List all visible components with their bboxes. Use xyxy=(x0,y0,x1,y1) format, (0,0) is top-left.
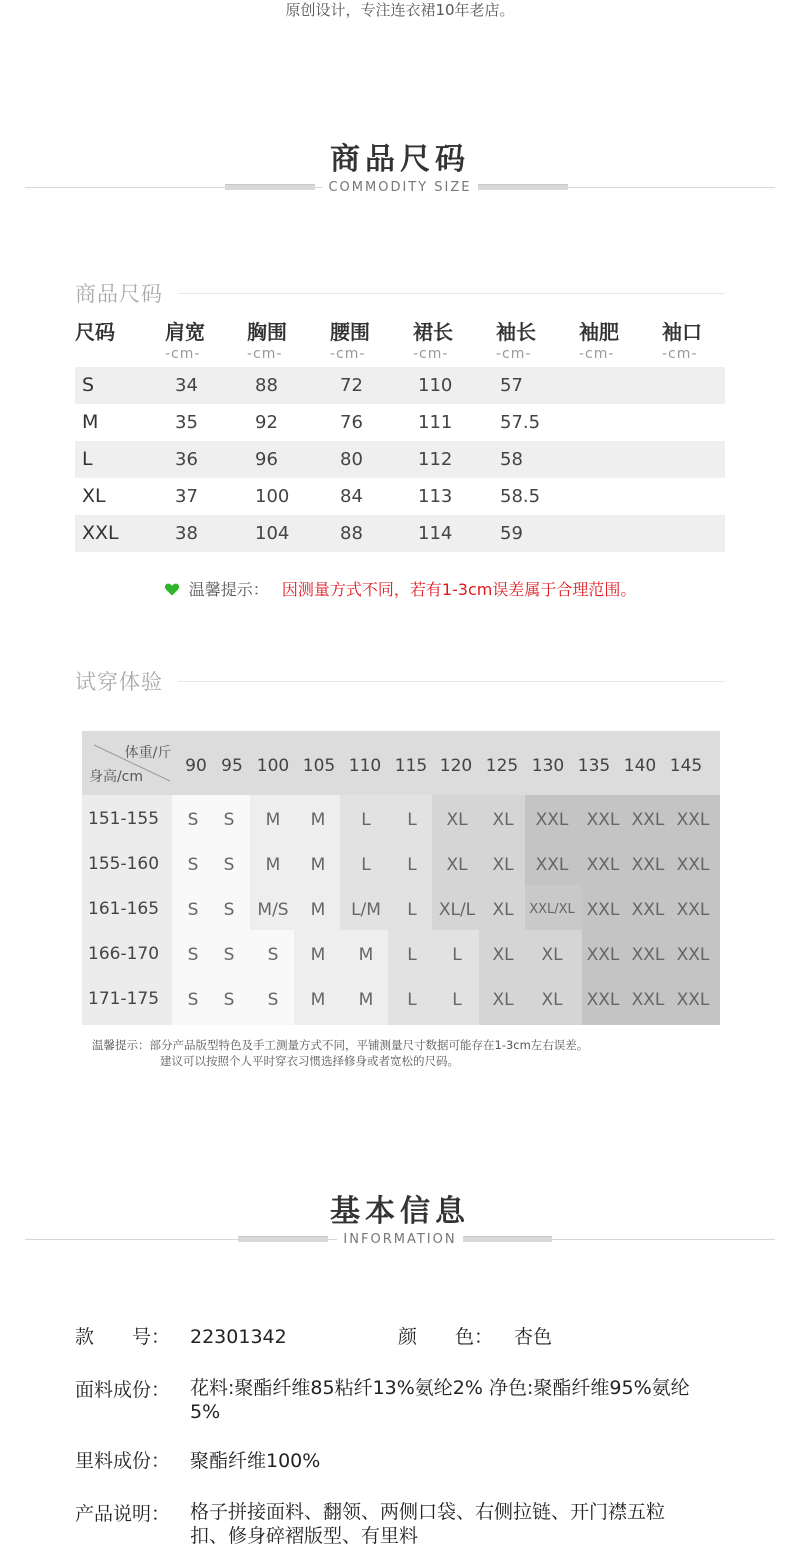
fit-size-value: L xyxy=(452,990,462,1010)
size-row xyxy=(75,441,725,478)
fit-size-value: S xyxy=(187,945,199,965)
fit-size-value: S xyxy=(223,900,235,920)
weight-header: 120 xyxy=(439,756,473,776)
cell-size: XXL xyxy=(82,522,119,544)
unit-label: -cm- xyxy=(330,346,366,362)
fit-size-value: XXL xyxy=(676,945,710,965)
cell-waist: 84 xyxy=(340,486,363,507)
lining-value: 聚酯纤维100% xyxy=(190,1450,321,1472)
unit-label: -cm- xyxy=(247,346,283,362)
cell-shoulder: 35 xyxy=(175,412,198,433)
cell-shoulder: 36 xyxy=(175,449,198,470)
cell-length: 110 xyxy=(418,375,453,396)
header-cuff: 袖口 xyxy=(662,320,702,344)
cell-sleeve-length: 57.5 xyxy=(500,412,541,433)
fit-size-value: S xyxy=(223,855,235,875)
cell-sleeve-length: 58.5 xyxy=(500,486,541,507)
fabric-value-line2: 5% xyxy=(190,1401,221,1423)
fit-size-value: S xyxy=(267,990,279,1010)
fit-size-value: XL xyxy=(446,855,468,875)
fit-size-value: L xyxy=(407,855,417,875)
fit-size-value: XL xyxy=(492,855,514,875)
info-section-subtitle: INFORMATION xyxy=(0,1232,800,1248)
cell-waist: 88 xyxy=(340,523,363,544)
weight-header: 105 xyxy=(302,756,336,776)
fit-size-value: L xyxy=(361,810,371,830)
label-rule xyxy=(178,293,725,294)
cell-waist: 72 xyxy=(340,375,363,396)
fit-size-value: L/M xyxy=(351,900,381,920)
size-row xyxy=(75,367,725,404)
fit-size-value: L xyxy=(361,855,371,875)
fit-size-value: XL/L xyxy=(438,900,476,920)
fit-size-value: M xyxy=(310,900,326,920)
corner-height-label: 身高/cm xyxy=(88,769,144,785)
fit-size-value: M xyxy=(310,945,326,965)
height-label: 161-165 xyxy=(88,899,160,919)
corner-weight-label: 体重/斤 xyxy=(124,745,172,761)
size-row xyxy=(75,515,725,552)
fit-size-value: S xyxy=(187,900,199,920)
unit-label: -cm- xyxy=(662,346,698,362)
cell-size: L xyxy=(82,448,93,470)
fit-size-value: S xyxy=(223,810,235,830)
fit-size-value: XXL xyxy=(535,810,569,830)
cell-shoulder: 34 xyxy=(175,375,198,396)
cell-sleeve-length: 58 xyxy=(500,449,523,470)
cell-size: M xyxy=(82,411,99,433)
cell-bust: 100 xyxy=(255,486,290,507)
unit-label: -cm- xyxy=(165,346,201,362)
fit-size-value: S xyxy=(223,945,235,965)
label-rule xyxy=(178,681,725,682)
tip-text: 因测量方式不同，若有1-3cm误差属于合理范围。 xyxy=(281,580,637,599)
fit-size-value: XXL xyxy=(631,945,665,965)
fitting-label: 试穿体验 xyxy=(75,670,163,694)
fit-size-value: XXL xyxy=(631,810,665,830)
fit-size-value: XL xyxy=(492,810,514,830)
fit-size-value: M/S xyxy=(257,900,289,920)
fit-size-value: XXL xyxy=(676,900,710,920)
fit-size-value: XXL xyxy=(676,990,710,1010)
unit-label: -cm- xyxy=(413,346,449,362)
weight-header: 125 xyxy=(485,756,519,776)
header-length: 裙长 xyxy=(413,320,453,344)
tip-label: 温馨提示： xyxy=(188,580,269,599)
lining-label: 里料成份： xyxy=(75,1450,171,1472)
fit-size-value: S xyxy=(267,945,279,965)
cell-length: 111 xyxy=(418,412,453,433)
cell-sleeve-length: 57 xyxy=(500,375,523,396)
fabric-value-line1: 花料:聚酯纤维85粘纤13%氨纶2% 净色:聚酯纤维95%氨纶 xyxy=(190,1377,690,1399)
weight-header: 95 xyxy=(221,756,243,776)
size-section-subtitle: COMMODITY SIZE xyxy=(0,180,800,196)
height-label: 155-160 xyxy=(88,854,160,874)
fit-size-value: S xyxy=(187,855,199,875)
fitting-note xyxy=(92,1037,588,1053)
fit-size-value: M xyxy=(310,810,326,830)
style-number-value: 22301342 xyxy=(190,1326,287,1348)
size-table-label: 商品尺码 xyxy=(75,282,163,306)
color-label: 颜 色： xyxy=(398,1326,494,1348)
size-table-header xyxy=(75,318,725,368)
fabric-label: 面料成份： xyxy=(75,1379,171,1401)
cell-bust: 88 xyxy=(255,375,278,396)
fit-size-value: L xyxy=(452,945,462,965)
unit-label: -cm- xyxy=(496,346,532,362)
fitting-grid xyxy=(82,731,720,1025)
fit-size-value: M xyxy=(310,990,326,1010)
weight-header: 115 xyxy=(394,756,428,776)
height-label: 171-175 xyxy=(88,989,160,1009)
weight-header: 135 xyxy=(577,756,611,776)
fit-size-value: L xyxy=(407,990,417,1010)
header-size: 尺码 xyxy=(75,320,115,344)
weight-header: 90 xyxy=(185,756,207,776)
heart-icon xyxy=(164,581,180,597)
description-line1: 格子拼接面料、翻领、两侧口袋、右侧拉链、开门襟五粒 xyxy=(190,1501,666,1523)
header-shoulder: 肩宽 xyxy=(165,320,205,344)
fit-size-value: XXL xyxy=(586,945,620,965)
fit-size-value: XXL xyxy=(631,990,665,1010)
description-line2: 扣、修身碎褶版型、有里料 xyxy=(190,1525,419,1547)
cell-size: XL xyxy=(82,485,106,507)
cell-bust: 92 xyxy=(255,412,278,433)
fit-size-value: XXL xyxy=(586,990,620,1010)
measurement-tip xyxy=(0,578,800,602)
cell-waist: 76 xyxy=(340,412,363,433)
fit-size-value: XXL/XL xyxy=(529,902,575,917)
cell-sleeve-length: 59 xyxy=(500,523,523,544)
header-sleeve-length: 袖长 xyxy=(496,320,536,344)
fit-size-value: S xyxy=(187,810,199,830)
fitting-note-label: 温馨提示： xyxy=(92,1038,150,1052)
fitting-note-line1: 部分产品版型特色及手工测量方式不同，平铺测量尺寸数据可能存在1-3cm左右误差。 xyxy=(149,1038,589,1052)
fit-size-value: M xyxy=(265,855,281,875)
weight-header: 140 xyxy=(623,756,657,776)
style-number-label: 款 号： xyxy=(75,1326,171,1348)
fit-size-value: XXL xyxy=(535,855,569,875)
fit-size-value: S xyxy=(223,990,235,1010)
cell-size: S xyxy=(82,374,95,396)
fit-size-value: M xyxy=(358,945,374,965)
fit-size-value: XXL xyxy=(631,855,665,875)
weight-header: 100 xyxy=(256,756,290,776)
fit-size-value: L xyxy=(407,810,417,830)
fit-size-value: M xyxy=(265,810,281,830)
description-label: 产品说明： xyxy=(75,1503,171,1525)
fit-size-value: XL xyxy=(541,990,563,1010)
cell-bust: 104 xyxy=(255,523,290,544)
fit-size-value: XXL xyxy=(586,810,620,830)
weight-header: 130 xyxy=(531,756,565,776)
weight-header: 145 xyxy=(669,756,703,776)
fit-size-value: XXL xyxy=(586,855,620,875)
shop-tagline: 原创设计，专注连衣裙10年老店。 xyxy=(285,1,515,19)
cell-shoulder: 38 xyxy=(175,523,198,544)
height-label: 166-170 xyxy=(88,944,160,964)
fit-size-value: XL xyxy=(492,900,514,920)
size-row xyxy=(75,478,725,515)
cell-length: 112 xyxy=(418,449,453,470)
height-label: 151-155 xyxy=(88,809,160,829)
fit-size-value: XXL xyxy=(586,900,620,920)
size-row xyxy=(75,404,725,441)
fit-size-value: L xyxy=(407,900,417,920)
weight-header: 110 xyxy=(348,756,382,776)
fit-size-value: S xyxy=(187,990,199,1010)
fit-size-value: XL xyxy=(492,990,514,1010)
cell-shoulder: 37 xyxy=(175,486,198,507)
fit-size-value: L xyxy=(407,945,417,965)
header-bust: 胸围 xyxy=(247,320,287,344)
info-section-title: 基本信息 xyxy=(330,1194,470,1229)
header-waist: 腰围 xyxy=(330,320,370,344)
fitting-note-line2: 建议可以按照个人平时穿衣习惯选择修身或者宽松的尺码。 xyxy=(160,1054,459,1068)
cell-waist: 80 xyxy=(340,449,363,470)
header-sleeve-width: 袖肥 xyxy=(579,320,619,344)
fit-size-value: M xyxy=(310,855,326,875)
cell-length: 113 xyxy=(418,486,453,507)
fit-size-value: XXL xyxy=(676,855,710,875)
fit-size-value: XXL xyxy=(676,810,710,830)
size-section-title: 商品尺码 xyxy=(330,142,470,177)
cell-length: 114 xyxy=(418,523,453,544)
fit-size-value: XL xyxy=(541,945,563,965)
cell-bust: 96 xyxy=(255,449,278,470)
fit-size-value: XXL xyxy=(631,900,665,920)
color-value: 杏色 xyxy=(514,1326,553,1348)
unit-label: -cm- xyxy=(579,346,615,362)
fit-size-value: XL xyxy=(446,810,468,830)
fit-size-value: M xyxy=(358,990,374,1010)
fit-size-value: XL xyxy=(492,945,514,965)
